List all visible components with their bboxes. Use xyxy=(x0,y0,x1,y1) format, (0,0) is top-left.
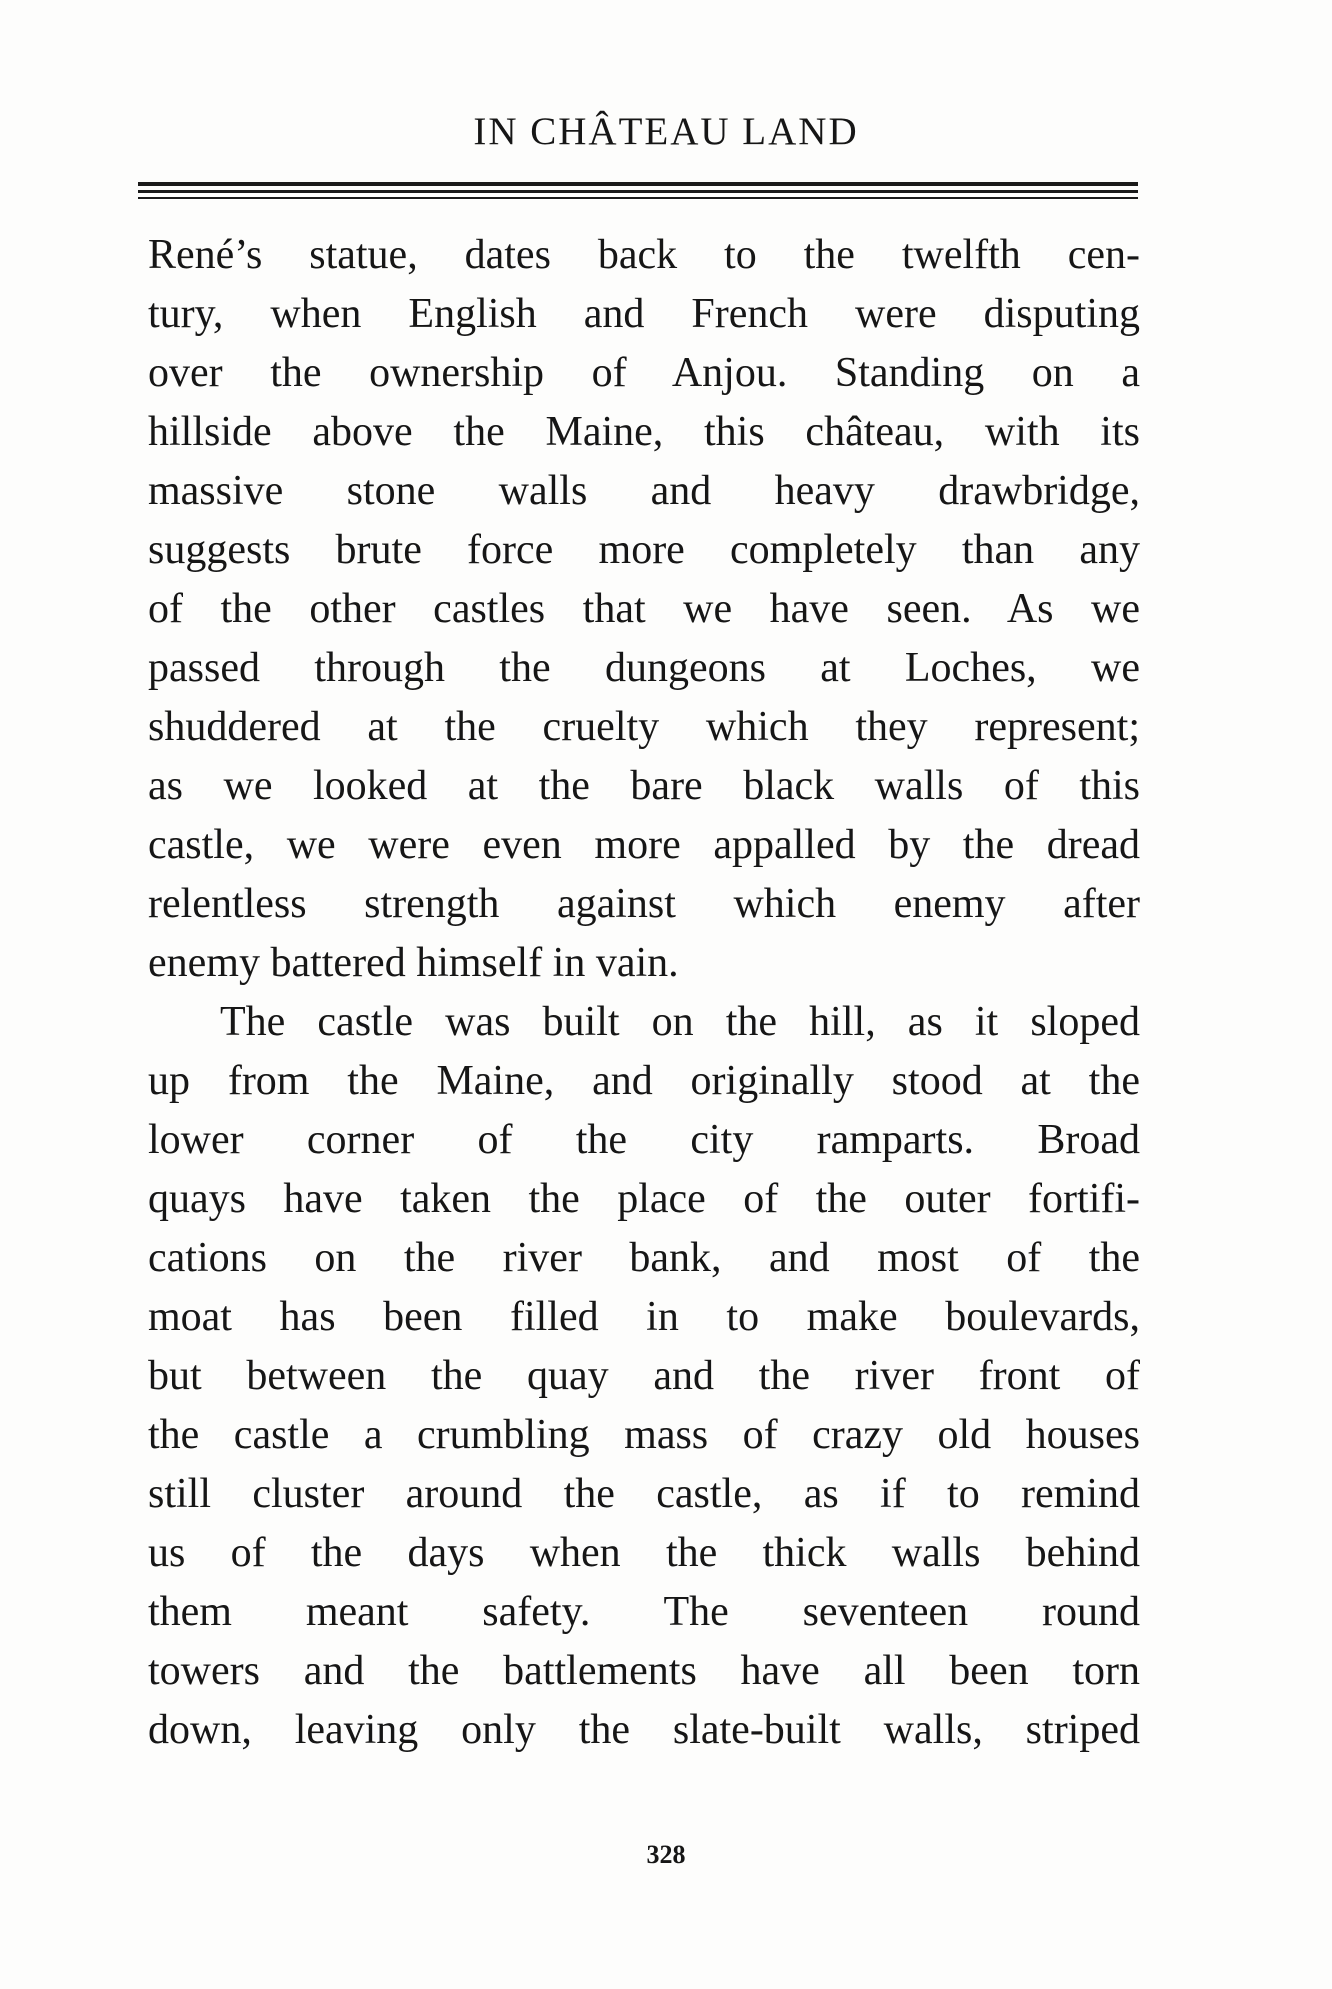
text-line: passed through the dungeons at Loches, we xyxy=(148,645,1140,691)
paragraph-start-line: The castle was built on the hill, as it sloped xyxy=(220,999,1140,1045)
text-line: over the ownership of Anjou. Standing on a xyxy=(148,350,1140,396)
header-rule-top xyxy=(138,182,1138,186)
text-line: moat has been filled in to make boulevards, xyxy=(148,1294,1140,1340)
text-line: shuddered at the cruelty which they represent; xyxy=(148,704,1140,750)
text-line: as we looked at the bare black walls of this xyxy=(148,763,1140,809)
text-line: but between the quay and the river front of xyxy=(148,1353,1140,1399)
page-number: 328 xyxy=(646,1840,686,1869)
body-text xyxy=(148,226,1140,1760)
running-head: IN CHÂTEAU LAND xyxy=(473,110,859,153)
text-line: relentless strength against which enemy after xyxy=(148,881,1140,927)
text-line: hillside above the Maine, this château, with its xyxy=(148,409,1140,455)
text-line: us of the days when the thick walls behind xyxy=(148,1530,1140,1576)
text-line: René’s statue, dates back to the twelfth cen- xyxy=(148,232,1140,278)
text-line: tury, when English and French were disputing xyxy=(148,291,1140,337)
text-line: them meant safety. The seventeen round xyxy=(148,1589,1140,1635)
text-line: castle, we were even more appalled by the dread xyxy=(148,822,1140,868)
text-line: towers and the battlements have all been torn xyxy=(148,1648,1140,1694)
text-line: the castle a crumbling mass of crazy old houses xyxy=(148,1412,1140,1458)
text-line: of the other castles that we have seen. As we xyxy=(148,586,1140,632)
text-line: still cluster around the castle, as if to remind xyxy=(148,1471,1140,1517)
text-line: suggests brute force more completely than any xyxy=(148,527,1140,573)
text-line: massive stone walls and heavy drawbridge, xyxy=(148,468,1140,514)
paragraph-end-line: enemy battered himself in vain. xyxy=(148,940,679,986)
text-line: cations on the river bank, and most of the xyxy=(148,1235,1140,1281)
text-line: lower corner of the city ramparts. Broad xyxy=(148,1117,1140,1163)
text-line: down, leaving only the slate-built walls, striped xyxy=(148,1707,1140,1753)
header-rule-bottom xyxy=(138,197,1138,199)
text-line: up from the Maine, and originally stood at the xyxy=(148,1058,1140,1104)
header-rule-middle xyxy=(138,190,1138,193)
text-line: quays have taken the place of the outer fortifi- xyxy=(148,1176,1140,1222)
